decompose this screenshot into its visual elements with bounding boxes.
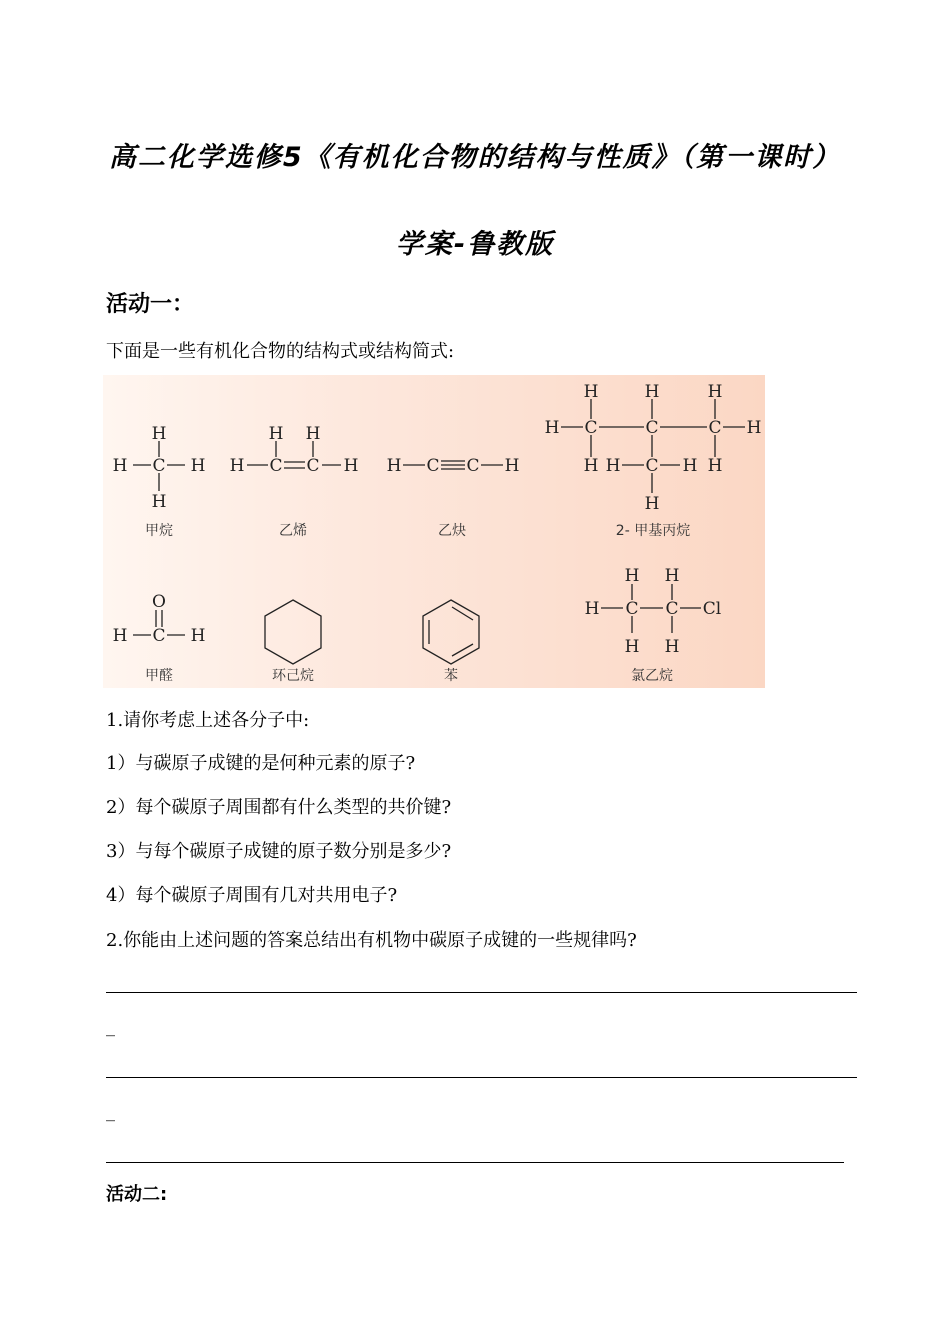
atom-h: H xyxy=(664,566,680,586)
atom-h: H xyxy=(229,456,245,476)
label-ethene: 乙烯 xyxy=(279,523,307,539)
atom-cl: Cl xyxy=(702,599,722,619)
atom-h: H xyxy=(151,492,167,512)
question-2: 2.你能由上述问题的答案总结出有机物中碳原子成键的一些规律吗? xyxy=(106,930,637,951)
label-methane: 甲烷 xyxy=(145,523,173,539)
atom-h: H xyxy=(644,494,660,514)
answer-dash: _ xyxy=(106,1101,115,1122)
atom-h: H xyxy=(151,424,167,444)
question-1-1: 1）与碳原子成键的是何种元素的原子? xyxy=(106,753,416,774)
question-1-2: 2）每个碳原子周围都有什么类型的共价键? xyxy=(106,797,452,818)
atom-h: H xyxy=(343,456,359,476)
atom-h: H xyxy=(112,626,128,646)
intro-text: 下面是一些有机化合物的结构式或结构简式: xyxy=(106,341,455,362)
atom-h: H xyxy=(624,637,640,657)
label-formaldehyde: 甲醛 xyxy=(145,668,173,684)
atom-c: C xyxy=(269,456,283,476)
label-ethyne: 乙炔 xyxy=(438,523,466,539)
answer-line[interactable] xyxy=(106,992,857,993)
question-1: 1.请你考虑上述各分子中: xyxy=(106,710,310,731)
answer-dash: _ xyxy=(106,1016,115,1037)
atom-h: H xyxy=(190,456,206,476)
atom-c: C xyxy=(426,456,440,476)
atom-h: H xyxy=(746,418,762,438)
atom-h: H xyxy=(544,418,560,438)
structure-figure xyxy=(103,375,765,688)
atom-h: H xyxy=(682,456,698,476)
atom-h: H xyxy=(386,456,402,476)
atom-c: C xyxy=(306,456,320,476)
atom-h: H xyxy=(268,424,284,444)
atom-h: H xyxy=(583,456,599,476)
label-benzene: 苯 xyxy=(444,668,458,684)
atom-h: H xyxy=(583,382,599,402)
atom-c: C xyxy=(152,456,166,476)
label-chloroethane: 氯乙烷 xyxy=(631,668,673,684)
atom-c: C xyxy=(645,456,659,476)
question-1-3: 3）与每个碳原子成键的原子数分别是多少? xyxy=(106,841,452,862)
atom-c: C xyxy=(665,599,679,619)
atom-h: H xyxy=(112,456,128,476)
activity-one-heading: 活动一： xyxy=(106,292,195,317)
document-title: 高二化学选修5《有机化合物的结构与性质》（第一课时） xyxy=(108,142,842,173)
label-methylpropane: 2- 甲基丙烷 xyxy=(615,523,691,539)
label-cyclohexane: 环己烷 xyxy=(272,668,314,684)
atom-c: C xyxy=(708,418,722,438)
atom-h: H xyxy=(707,382,723,402)
atom-h: H xyxy=(605,456,621,476)
document-subtitle: 学案-鲁教版 xyxy=(395,229,555,260)
atom-h: H xyxy=(584,599,600,619)
answer-line[interactable] xyxy=(106,1162,844,1163)
activity-two-heading: 活动二: xyxy=(106,1184,168,1205)
atom-c: C xyxy=(584,418,598,438)
atom-h: H xyxy=(190,626,206,646)
answer-line[interactable] xyxy=(106,1077,857,1078)
structure-diagram xyxy=(103,375,765,688)
atom-h: H xyxy=(305,424,321,444)
atom-h: H xyxy=(707,456,723,476)
atom-h: H xyxy=(504,456,520,476)
atom-o: O xyxy=(152,592,166,612)
atom-c: C xyxy=(625,599,639,619)
atom-c: C xyxy=(645,418,659,438)
atom-h: H xyxy=(624,566,640,586)
atom-c: C xyxy=(466,456,480,476)
atom-h: H xyxy=(664,637,680,657)
atom-h: H xyxy=(644,382,660,402)
atom-c: C xyxy=(152,626,166,646)
question-1-4: 4）每个碳原子周围有几对共用电子? xyxy=(106,885,398,906)
